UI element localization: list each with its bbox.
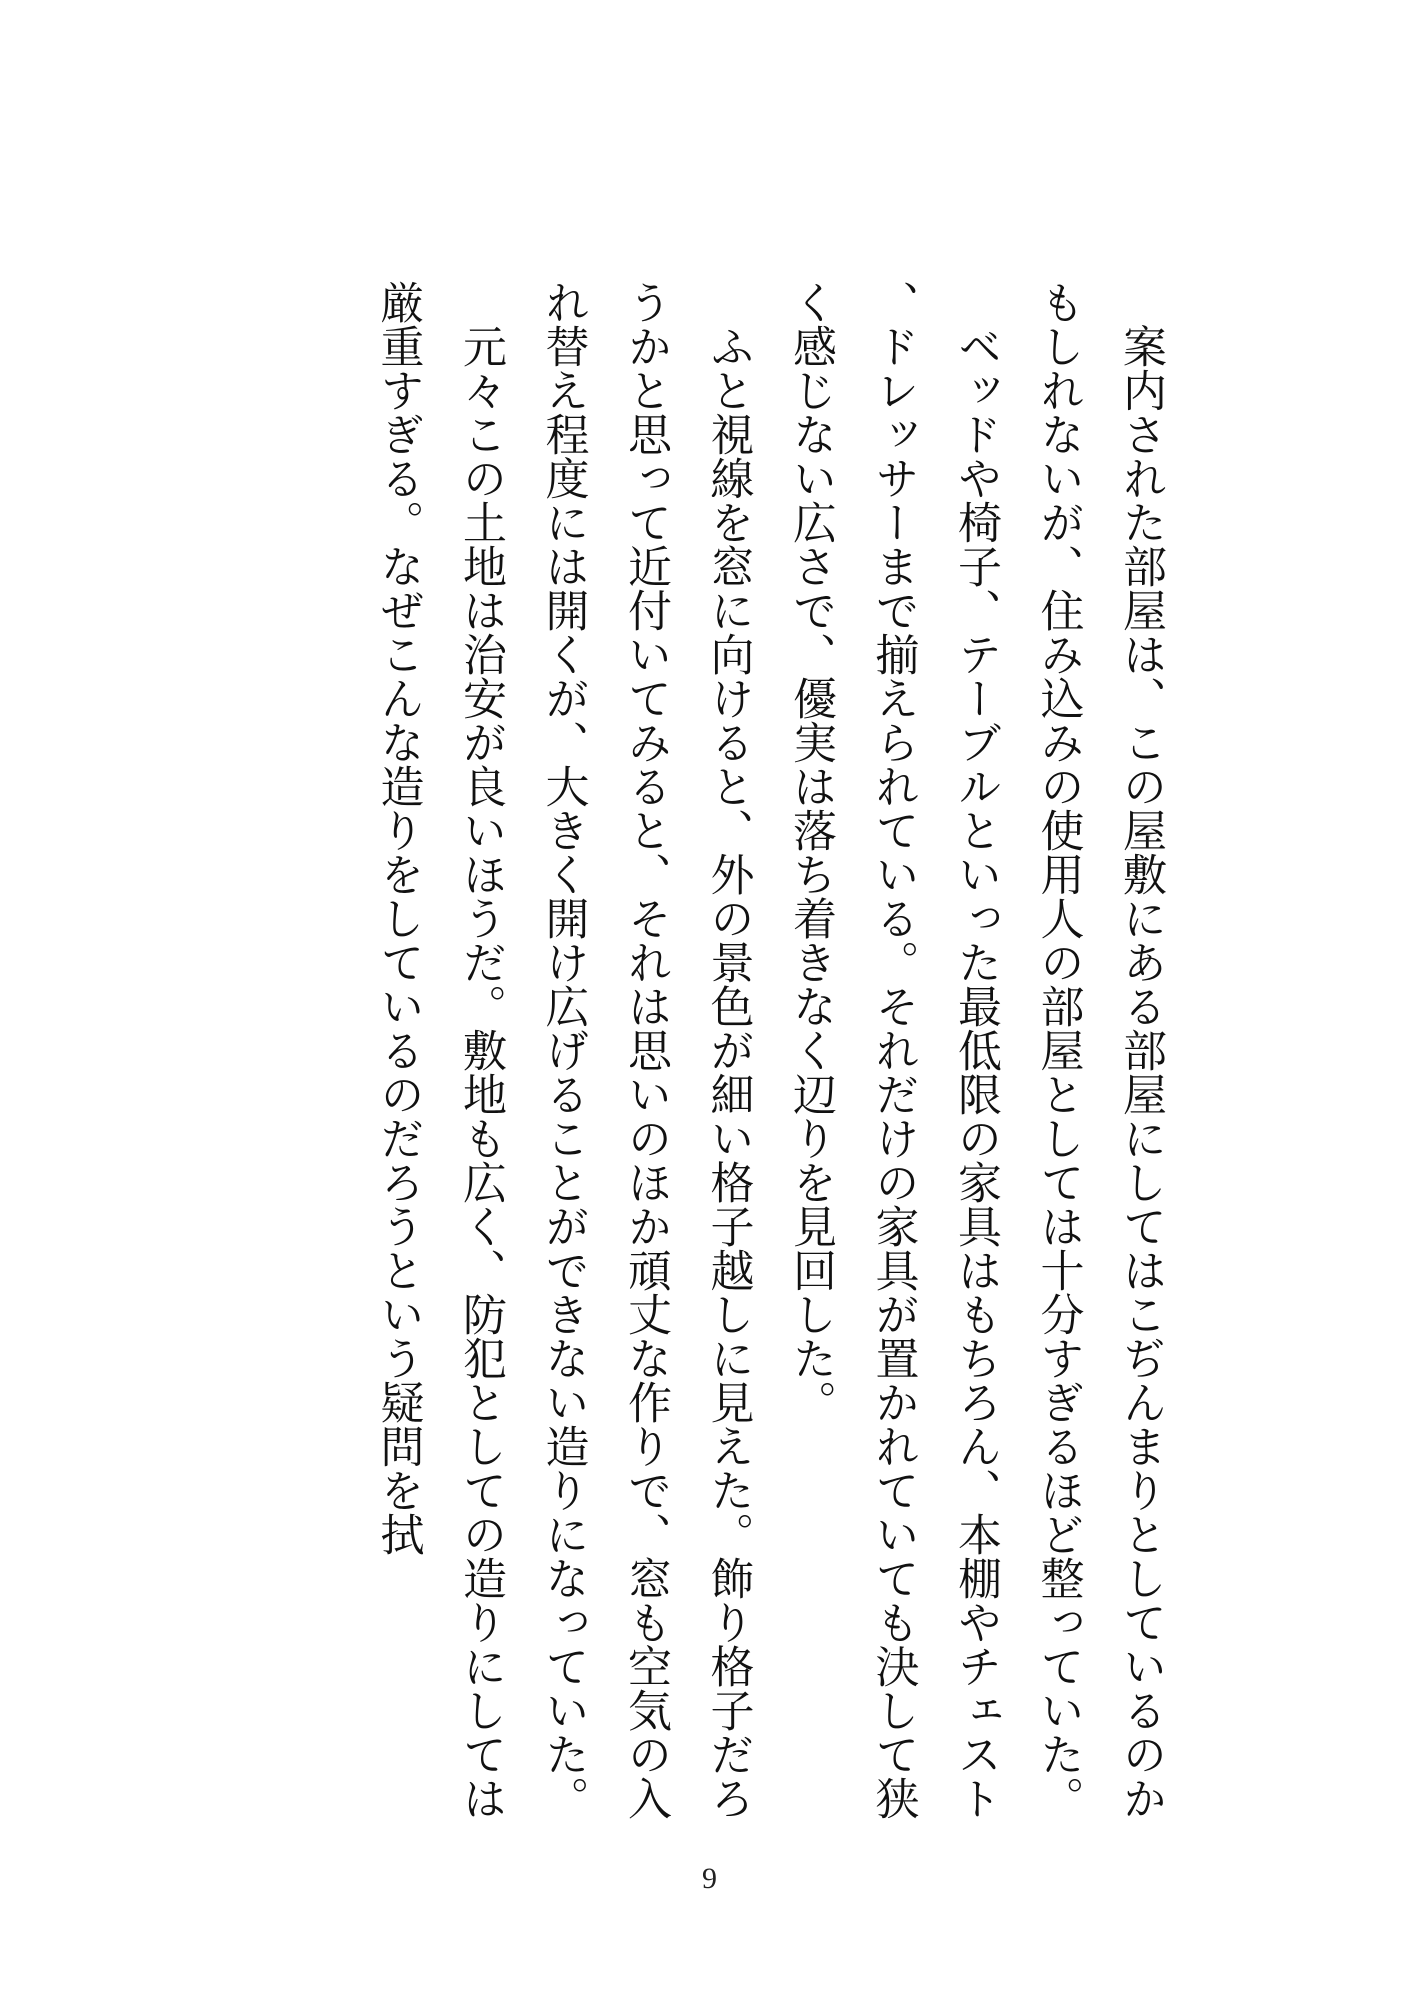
- page-number: 9: [702, 1862, 717, 1895]
- body-text: [181, 280, 1181, 1840]
- paragraph-3: ふと視線を窓に向けると、外の景色が細い格子越しに見えた。飾り格子だろうかと思って近付いてみると、それは思いのほか頑丈な作りで、窓も空気の入れ替え程度には開くが、大きく開け広げることができない造りになっていた。: [537, 280, 754, 1820]
- paragraph-1: 案内された部屋は、この屋敷にある部屋にしてはこぢんまりとしているのかもしれないが、住み込みの使用人の部屋としては十分すぎるほど整っていた。: [1032, 280, 1166, 1820]
- paragraph-2: ベッドや椅子、テーブルといった最低限の家具はもちろん、本棚やチェスト、ドレッサーまで揃えられている。それだけの家具が置かれていても決して狭く感じない広さで、優実は落ち着きなく辺りを見回した。: [785, 280, 1001, 1820]
- paragraph-4: 元々この土地は治安が良いほうだ。敷地も広く、防犯としての造りにしては厳重すぎる。なぜこんな造りをしているのだろうという疑問を拭: [372, 280, 506, 1820]
